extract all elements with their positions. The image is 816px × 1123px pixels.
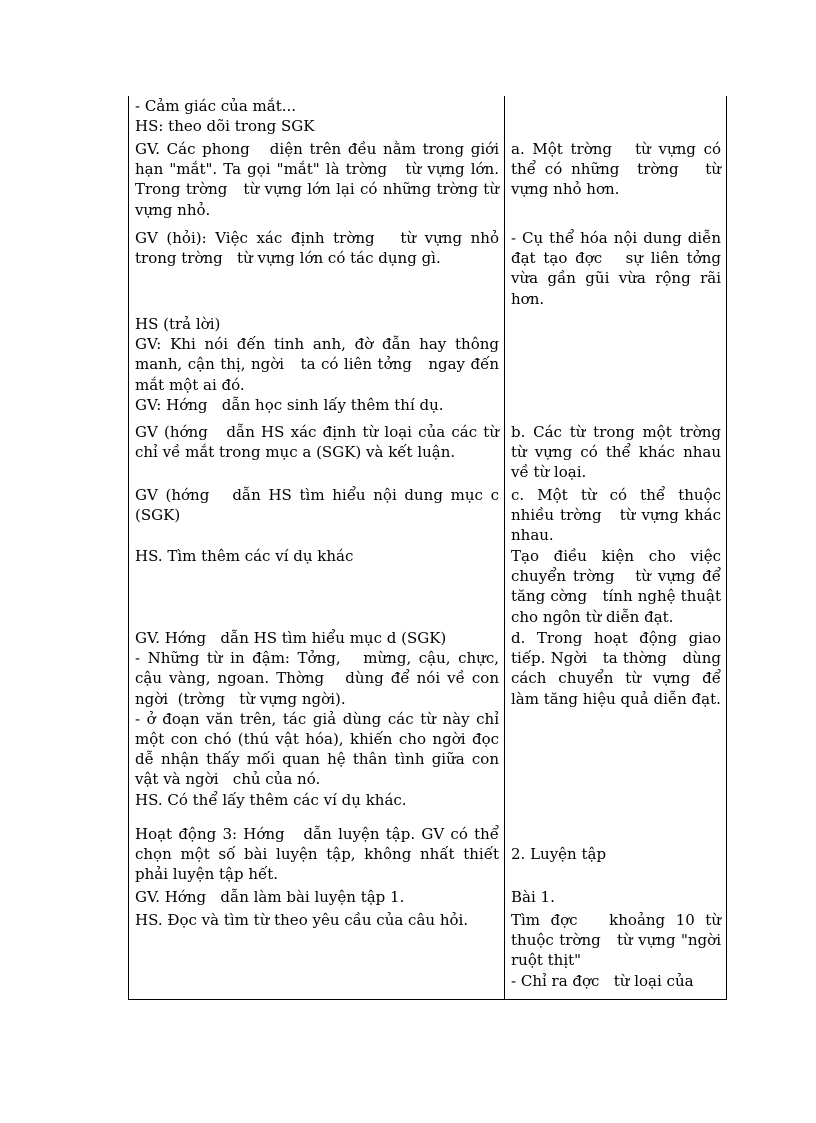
table-row xyxy=(129,228,727,314)
paragraph: GV. Hớng dẫn HS tìm hiểu mục d (SGK) xyxy=(135,629,447,647)
paragraph xyxy=(511,824,721,844)
teacher-activity-cell xyxy=(129,887,505,910)
paragraph: - Những từ in đậm: Tởng, mừng, cậu, chực, cậu vàng, ngoan. Thờng dùng để nói về con ngời (trờng từ vựng ngời). xyxy=(135,649,504,708)
content-cell xyxy=(505,139,727,228)
table-row xyxy=(129,314,727,422)
paragraph: GV (hớng dẫn HS xác định từ loại của các từ chỉ về mắt trong mục a (SGK) và kết luận. xyxy=(135,423,504,462)
teacher-activity-cell xyxy=(129,824,505,887)
content-cell xyxy=(505,628,727,824)
paragraph: b. Các từ trong một trờng từ vựng có thể khác nhau về từ loại. xyxy=(511,423,726,482)
table-row xyxy=(129,422,727,485)
content-cell xyxy=(505,910,736,999)
paragraph: HS. Có thể lấy thêm các ví dụ khác. xyxy=(135,790,407,809)
teacher-activity-cell xyxy=(129,314,505,422)
content-cell xyxy=(505,887,727,910)
exercise-title: Bài 1. xyxy=(511,888,555,906)
paragraph: HS. Đọc và tìm từ theo yêu cầu của câu hỏi. xyxy=(135,911,469,929)
table-row xyxy=(129,824,727,887)
paragraph: GV (hớng dẫn HS tìm hiểu nội dung mục c (SGK) xyxy=(135,486,504,525)
paragraph: GV. Các phong diện trên đều nằm trong giới hạn "mắt". Ta gọi "mắt" là trờng từ vựng lớn. Trong trờng từ vựng lớn lại có những trờng từ vựng nhỏ. xyxy=(135,140,504,219)
teacher-activity-cell xyxy=(129,628,505,824)
teacher-activity-cell xyxy=(129,96,505,139)
content-cell xyxy=(505,546,727,628)
teacher-activity-cell xyxy=(129,485,505,546)
table-row xyxy=(129,887,727,910)
paragraph: - ở đoạn văn trên, tác giả dùng các từ này chỉ một con chó (thú vật hóa), khiến cho ngời đọc dễ nhận thấy mối quan hệ thân tình giữa con vật và ngời chủ của nó. xyxy=(135,709,504,789)
paragraph: HS. Tìm thêm các ví dụ khác xyxy=(135,547,354,565)
table-row xyxy=(129,628,727,824)
paragraph: Tạo điều kiện cho việc chuyển trờng từ vựng để tăng cờng tính nghệ thuật cho ngôn từ diễn đạt. xyxy=(511,547,726,626)
teacher-activity-cell xyxy=(129,228,505,314)
content-cell xyxy=(505,422,727,485)
table-row xyxy=(129,910,727,999)
table-row xyxy=(129,96,727,139)
paragraph: HS (trả lời) xyxy=(135,315,221,333)
paragraph: GV: Hớng dẫn học sinh lấy thêm thí dụ. xyxy=(135,395,444,414)
teacher-activity-cell xyxy=(129,422,505,485)
table-row xyxy=(129,546,727,628)
paragraph: GV: Khi nói đến tinh anh, đờ đẫn hay thông manh, cận thị, ngời ta có liên tởng ngay đến mắt một ai đó. xyxy=(135,335,504,394)
paragraph: - Chỉ ra đợc từ loại của xyxy=(511,971,694,990)
teacher-activity-cell xyxy=(129,139,505,228)
content-cell xyxy=(505,485,727,546)
paragraph: GV (hỏi): Việc xác định trờng từ vựng nhỏ trong trờng từ vựng lớn có tác dụng gì. xyxy=(135,229,504,268)
paragraph: Hoạt động 3: Hớng dẫn luyện tập. GV có thể chọn một số bài luyện tập, không nhất thiết phải luyện tập hết. xyxy=(135,825,504,884)
paragraph: - Cảm giác của mắt... xyxy=(135,97,297,115)
section-heading: 2. Luyện tập xyxy=(511,845,607,863)
lesson-table xyxy=(128,96,736,1000)
content-cell xyxy=(505,228,736,314)
paragraph: a. Một trờng từ vựng có thể có những trờng từ vựng nhỏ hơn. xyxy=(511,140,726,199)
content-cell xyxy=(505,824,727,887)
paragraph: c. Một từ có thể thuộc nhiều trờng từ vựng khác nhau. xyxy=(511,486,726,545)
teacher-activity-cell xyxy=(129,910,505,999)
table-row xyxy=(129,485,727,546)
paragraph: - Cụ thể hóa nội dung diễn đạt tạo đợc sự liên tởng vừa gần gũi vừa rộng rãi hơn. xyxy=(511,229,736,308)
paragraph: Tìm đợc khoảng 10 từ thuộc trờng từ vựng "ngời ruột thịt" xyxy=(511,911,736,970)
content-cell xyxy=(505,314,727,422)
table-row xyxy=(129,139,727,228)
content-cell xyxy=(505,96,727,139)
teacher-activity-cell xyxy=(129,546,505,628)
paragraph: GV. Hớng dẫn làm bài luyện tập 1. xyxy=(135,888,405,906)
paragraph: d. Trong hoạt động giao tiếp. Ngời ta thờng dùng cách chuyển từ vựng để làm tăng hiệu quả diễn đạt. xyxy=(511,629,726,708)
paragraph: HS: theo dõi trong SGK xyxy=(135,117,315,136)
